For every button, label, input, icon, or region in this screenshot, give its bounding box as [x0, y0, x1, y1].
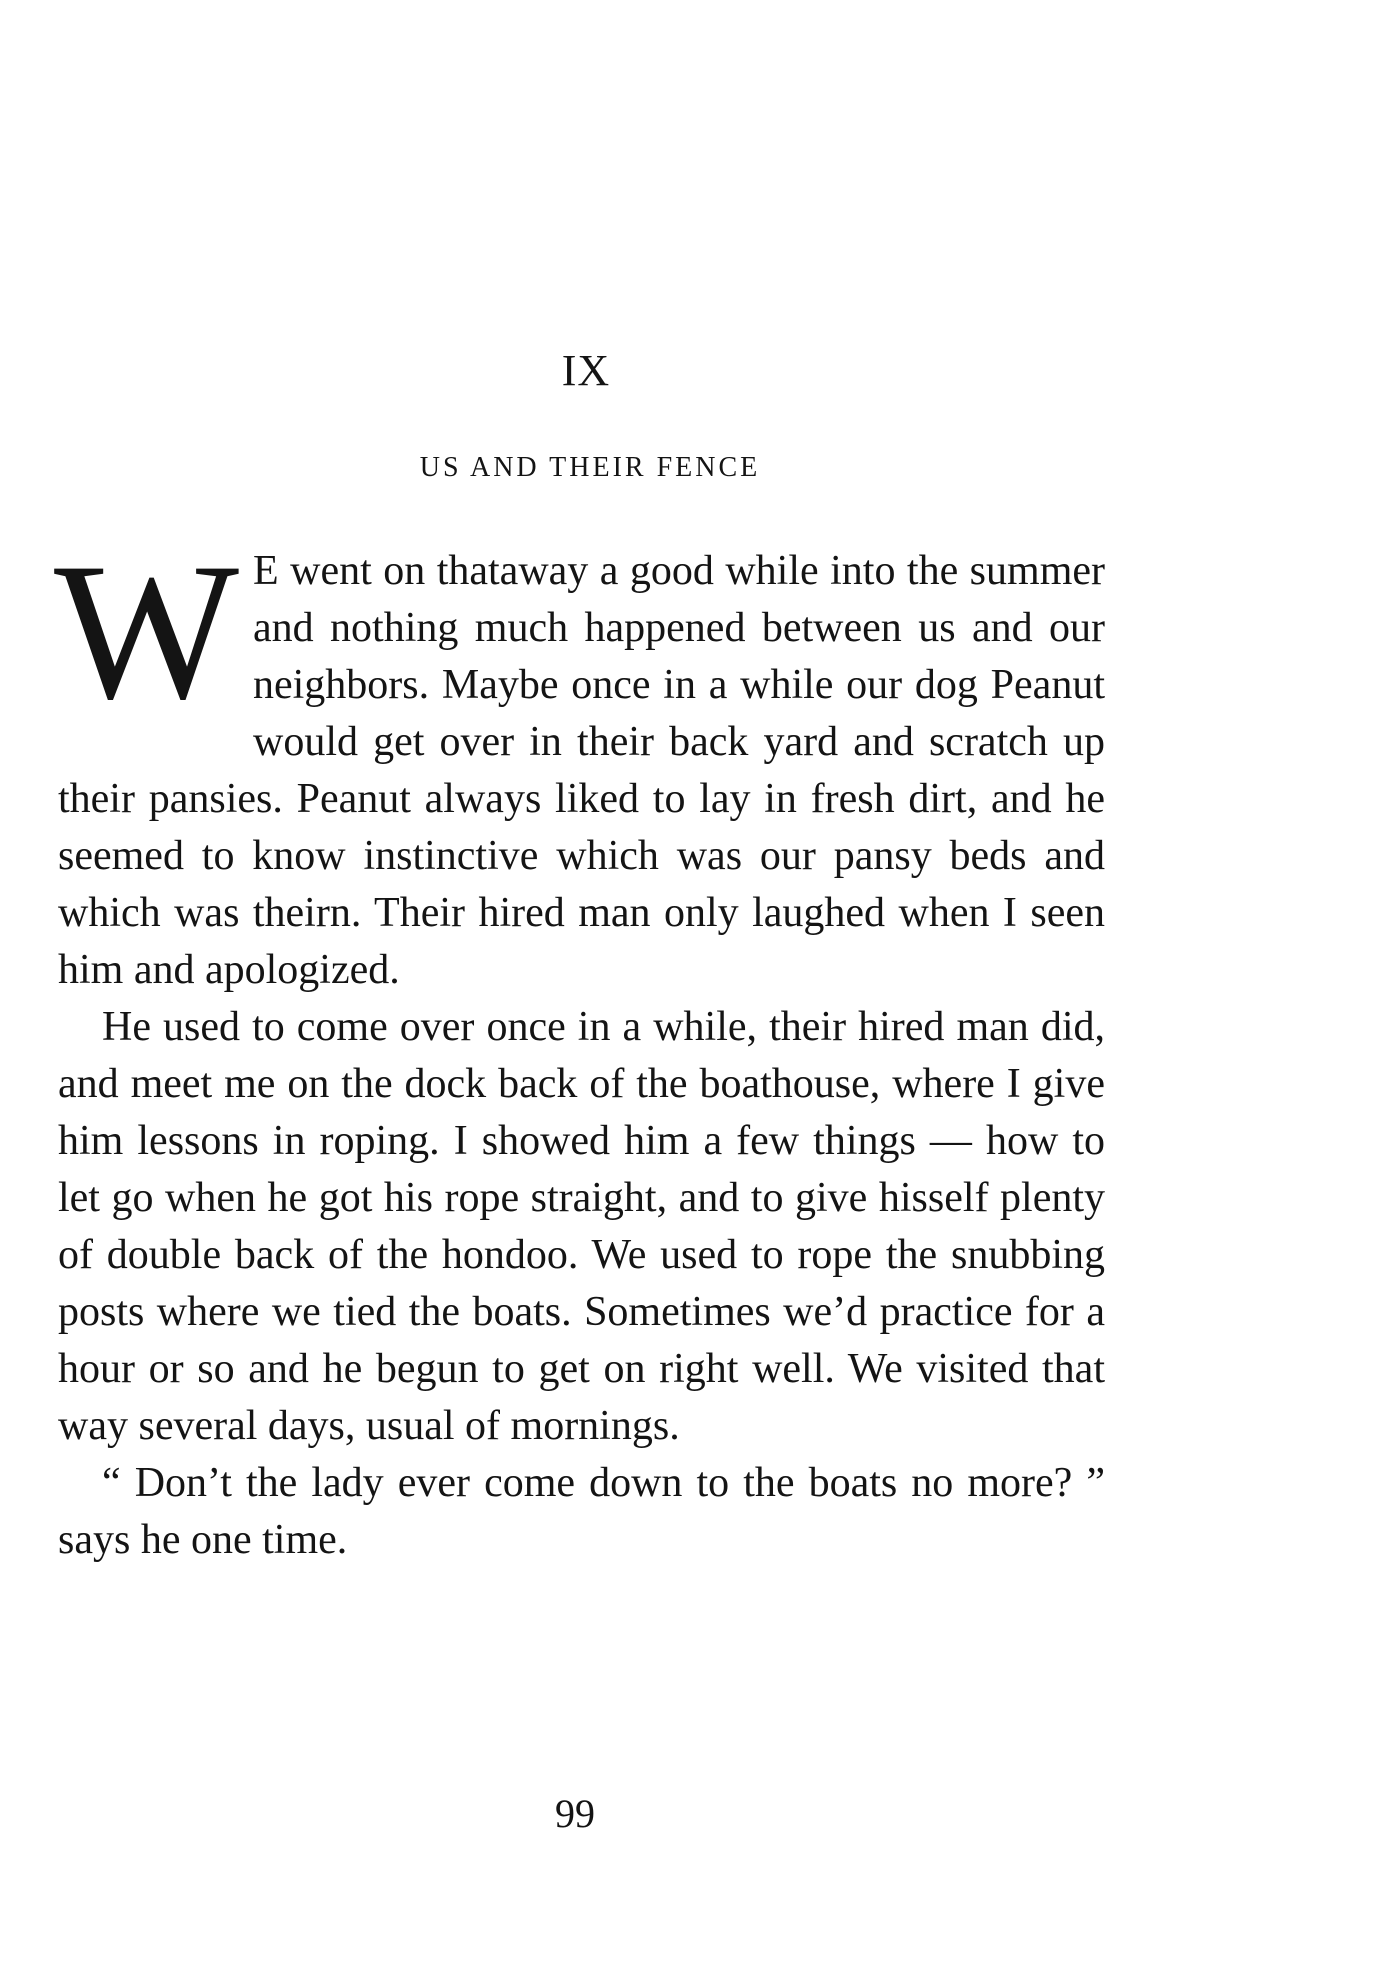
paragraph-1	[54, 523, 1105, 999]
paragraph-3: “ Don’t the lady ever come down to the boats no more? ” says he one time.	[58, 1460, 1105, 1563]
drop-cap: W	[54, 523, 239, 740]
page-number: 99	[555, 1791, 595, 1836]
chapter-number: IX	[561, 346, 611, 395]
paragraph-1-text: E went on thataway a good while into the summer and nothing much happened between us and our neighbors. Maybe once in a while our dog Peanut would get over in their back yard and scratch up their pansies. Peanut always liked to lay in fresh dirt, and he seemed to know instinctive which was our pansy beds and which was theirn. Their hired man only laughed when I seen him and apologized.	[58, 548, 1105, 993]
chapter-title: US AND THEIR FENCE	[419, 452, 761, 483]
paragraph-2: He used to come over once in a while, their hired man did, and meet me on the dock back of the boathouse, where I give him lessons in roping. I showed him a few things — how to let go when he got his rope straight, and to give hisself plenty of double back of the hondoo. We used to rope the snubbing posts where we tied the boats. Sometimes we’d practice for a hour or so and he begun to get on right well. We visited that way several days, usual of mornings.	[58, 1004, 1105, 1449]
chapter-text	[54, 523, 1105, 1569]
